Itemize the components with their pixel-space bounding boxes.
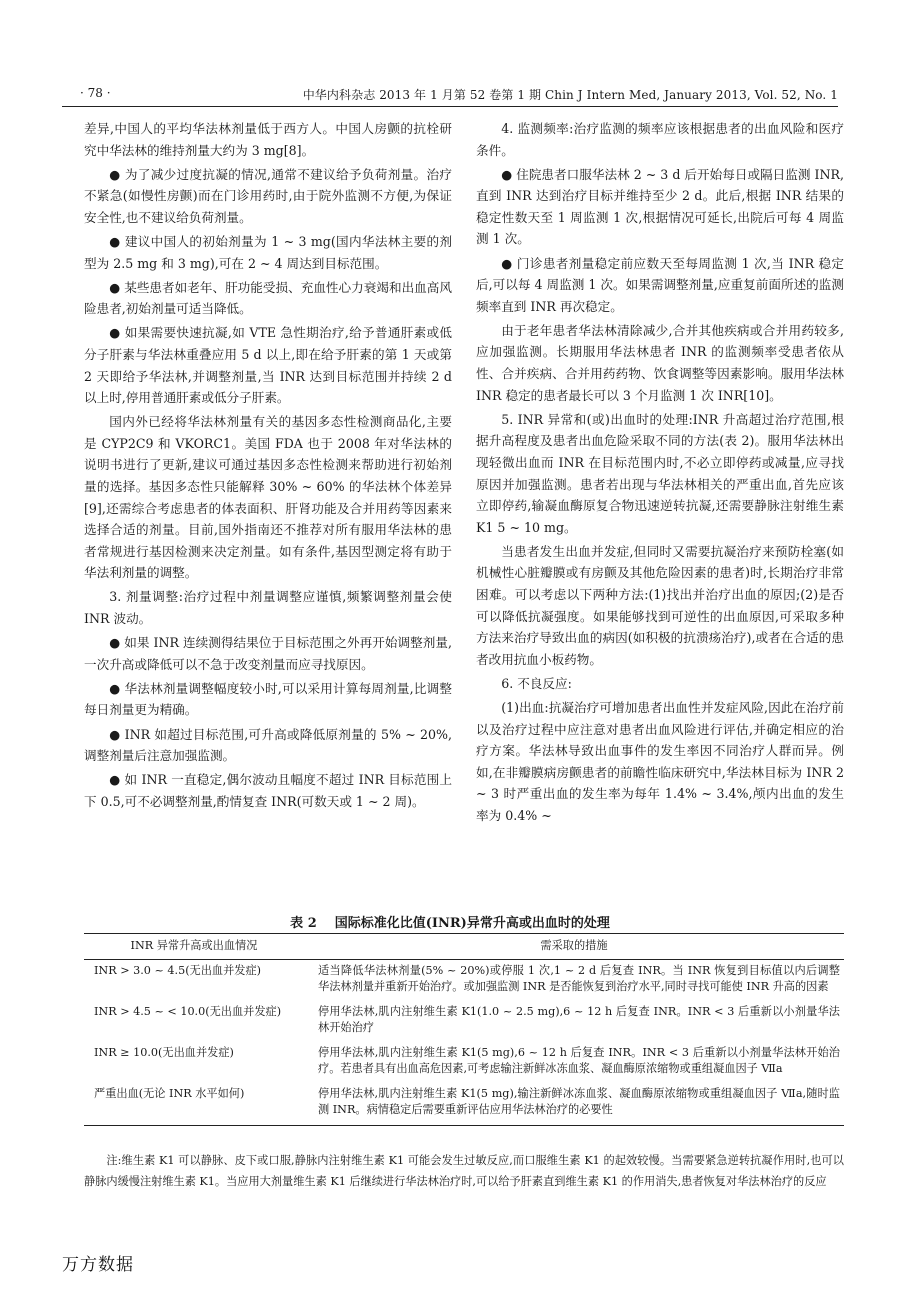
inr-management-table [84,933,844,1126]
table-cell: 停用华法林,肌内注射维生素 K1(5 mg),输注新鲜冰冻血浆、凝血酶原浓缩物或重组凝血因子 Ⅶa,随时监测 INR。病情稳定后需要重新评估应用华法林治疗的必要性 [304,1083,844,1126]
table-footnote: 注:维生素 K1 可以静脉、皮下或口服,静脉内注射维生素 K1 可能会发生过敏反应,而口服维生素 K1 的起效较慢。当需要紧急逆转抗凝作用时,也可以静脉内缓慢注射维生素 K1。当应用大剂量维生素 K1 后继续进行华法林治疗时,可以给予肝素直到维生素 K1 的作用消失,患者恢复对华法林治疗的反应 [84,1154,844,1188]
paragraph: ● 华法林剂量调整幅度较小时,可以采用计算每周剂量,比调整每日剂量更为精确。 [84,680,452,718]
table-header-row [84,934,844,960]
paragraph: 差异,中国人的平均华法林剂量低于西方人。中国人房颤的抗栓研究中华法林的维持剂量大约为 3 mg[8]。 [84,121,452,158]
table-title: 国际标准化比值(INR)异常升高或出血时的处理 [334,916,610,931]
table-cell: INR ≥ 10.0(无出血并发症) [94,1045,234,1059]
table-cell: 严重出血(无论 INR 水平如何) [84,1083,304,1126]
paragraph: ● 如果 INR 连续测得结果位于目标范围之外再开始调整剂量,一次升高或降低可以不急于改变剂量而应寻找原因。 [84,635,452,672]
table-caption [0,912,900,931]
right-column [476,118,844,829]
paragraph: 6. 不良反应: [501,675,572,691]
paragraph: ● 某些患者如老年、肝功能受损、充血性心力衰竭和出血高风险患者,初始剂量可适当降低。 [84,279,452,317]
paragraph: (1)出血:抗凝治疗可增加患者出血性并发症风险,因此在治疗前以及治疗过程中应注意对患者出血风险进行评估,并确定相应的治疗方案。华法林导致出血事件的发生率因不同治疗人群而异。例如,在非瓣膜病房颤患者的前瞻性临床研究中,华法林目标为 INR 2 ~ 3 时严重出血的发生率为每年 1.4% ~ 3.4%,颅内出血的发生率为 0.4% ~ [476,699,844,823]
paragraph: 国内外已经将华法林剂量有关的基因多态性检测商品化,主要是 CYP2C9 和 VKORC1。美国 FDA 也于 2008 年对华法林的说明书进行了更新,建议可通过基因多态性检测来帮助进行初始剂量的选择。基因多态性只能解释 30% ~ 60% 的华法林个体差异[9],还需综合考虑患者的体表面积、肝肾功能及合并用药等因素来选择合适的剂量。目前,国外指南还不推荐对所有服用华法林的患者常规进行基因检测来决定剂量。如有条件,基因型测定将有助于华法利剂量的调整。 [84,414,452,581]
table-cell: INR > 4.5 ~ < 10.0(无出血并发症) [94,1004,282,1018]
table-cell: INR > 3.0 ~ 4.5(无出血并发症) [94,963,262,977]
paragraph: ● 如 INR 一直稳定,偶尔波动且幅度不超过 INR 目标范围上下 0.5,可不必调整剂量,酌情复查 INR(可数天或 1 ~ 2 周)。 [84,772,452,809]
paragraph: ● 门诊患者剂量稳定前应数天至每周监测 1 次,当 INR 稳定后,可以每 4 周监测 1 次。如果需调整剂量,应重复前面所述的监测频率直到 INR 再次稳定。 [476,255,844,314]
table-cell: 停用华法林,肌内注射维生素 K1(1.0 ~ 2.5 mg),6 ~ 12 h 后复查 INR。INR < 3 后重新以小剂量华法林开始治疗 [318,1004,840,1034]
paragraph: ● 住院患者口服华法林 2 ~ 3 d 后开始每日或隔日监测 INR,直到 INR 达到治疗目标并维持至少 2 d。此后,根据 INR 结果的稳定性数天至 1 周监测 1 次,根据情况可延长,出院后可每 4 周监测 1 次。 [476,166,844,247]
paragraph: 3. 剂量调整:治疗过程中剂量调整应谨慎,频繁调整剂量会使 INR 波动。 [84,589,452,627]
paragraph: ● INR 如超过目标范围,可升高或降低原剂量的 5% ~ 20%,调整剂量后注意加强监测。 [84,726,452,764]
wanfang-data-logo: 万方数据 [62,1255,134,1275]
paragraph: 5. INR 异常和(或)出血时的处理:INR 升高超过治疗范围,根据升高程度及患者出血危险采取不同的方法(表 2)。服用华法林出现轻微出血而 INR 在目标范围内时,不必立即停药或减量,应寻找原因并加强监测。患者若出现与华法林相关的严重出血,首先应该立即停药,输凝血酶原复合物迅速逆转抗凝,还需要静脉注射维生素 K1 5 ~ 10 mg。 [476,411,844,535]
paragraph: ● 建议中国人的初始剂量为 1 ~ 3 mg(国内华法林主要的剂型为 2.5 mg 和 3 mg),可在 2 ~ 4 周达到目标范围。 [84,233,452,271]
table-cell: 适当降低华法林剂量(5% ~ 20%)或停服 1 次,1 ~ 2 d 后复查 INR。当 INR 恢复到目标值以内后调整华法林剂量并重新开始治疗。或加强监测 INR 是否能恢复到治疗水平,同时寻找可能使 INR 升高的因素 [318,963,840,993]
paragraph: 4. 监测频率:治疗监测的频率应该根据患者的出血风险和医疗条件。 [476,121,844,158]
table-row [84,959,844,1001]
column-header: 需采取的措施 [304,934,844,960]
paragraph: ● 为了减少过度抗凝的情况,通常不建议给予负荷剂量。治疗不紧急(如慢性房颤)而在门诊用药时,由于院外监测不方便,为保证安全性,也不建议给负荷剂量。 [84,166,452,225]
table-cell: 停用华法林,肌内注射维生素 K1(5 mg),6 ~ 12 h 后复查 INR。INR < 3 后重新以小剂量华法林开始治疗。若患者具有出血高危因素,可考虑输注新鲜冰冻血浆、凝血酶原浓缩物或重组凝血因子 Ⅶa [318,1045,840,1075]
table-row [84,1001,844,1042]
table-number: 表 2 [290,916,317,931]
page-number: · 78 · [80,86,111,100]
left-column [84,118,452,815]
paragraph: ● 如果需要快速抗凝,如 VTE 急性期治疗,给予普通肝素或低分子肝素与华法林重叠应用 5 d 以上,即在给予肝素的第 1 天或第 2 天即给予华法林,并调整剂量,当 INR 达到目标范围并持续 2 d 以上时,停用普通肝素或低分子肝素。 [84,325,452,406]
table-row [84,1083,844,1126]
column-header: INR 异常升高或出血情况 [84,934,304,960]
table-row [84,1042,844,1083]
running-header [62,82,838,107]
paragraph: 由于老年患者华法林清除减少,合并其他疾病或合并用药较多,应加强监测。长期服用华法林患者 INR 的监测频率受患者依从性、合并疾病、合并用药药物、饮食调整等因素影响。服用华法林 INR 稳定的患者最长可以 3 个月监测 1 次 INR[10]。 [476,322,844,403]
paragraph: 当患者发生出血并发症,但同时又需要抗凝治疗来预防栓塞(如机械性心脏瓣膜或有房颤及其他危险因素的患者)时,长期治疗非常困难。可以考虑以下两种方法:(1)找出并治疗出血的原因;(2)是否可以降低抗凝强度。如果能够找到可逆性的出血原因,可采取多种方法来治疗导致出血的病因(如积极的抗溃疡治疗),或者在合适的患者改用抗血小板药物。 [476,543,844,667]
journal-citation: 中华内科杂志 2013 年 1 月第 52 卷第 1 期 Chin J Intern Med, January 2013, Vol. 52, No. 1 [302,88,838,102]
